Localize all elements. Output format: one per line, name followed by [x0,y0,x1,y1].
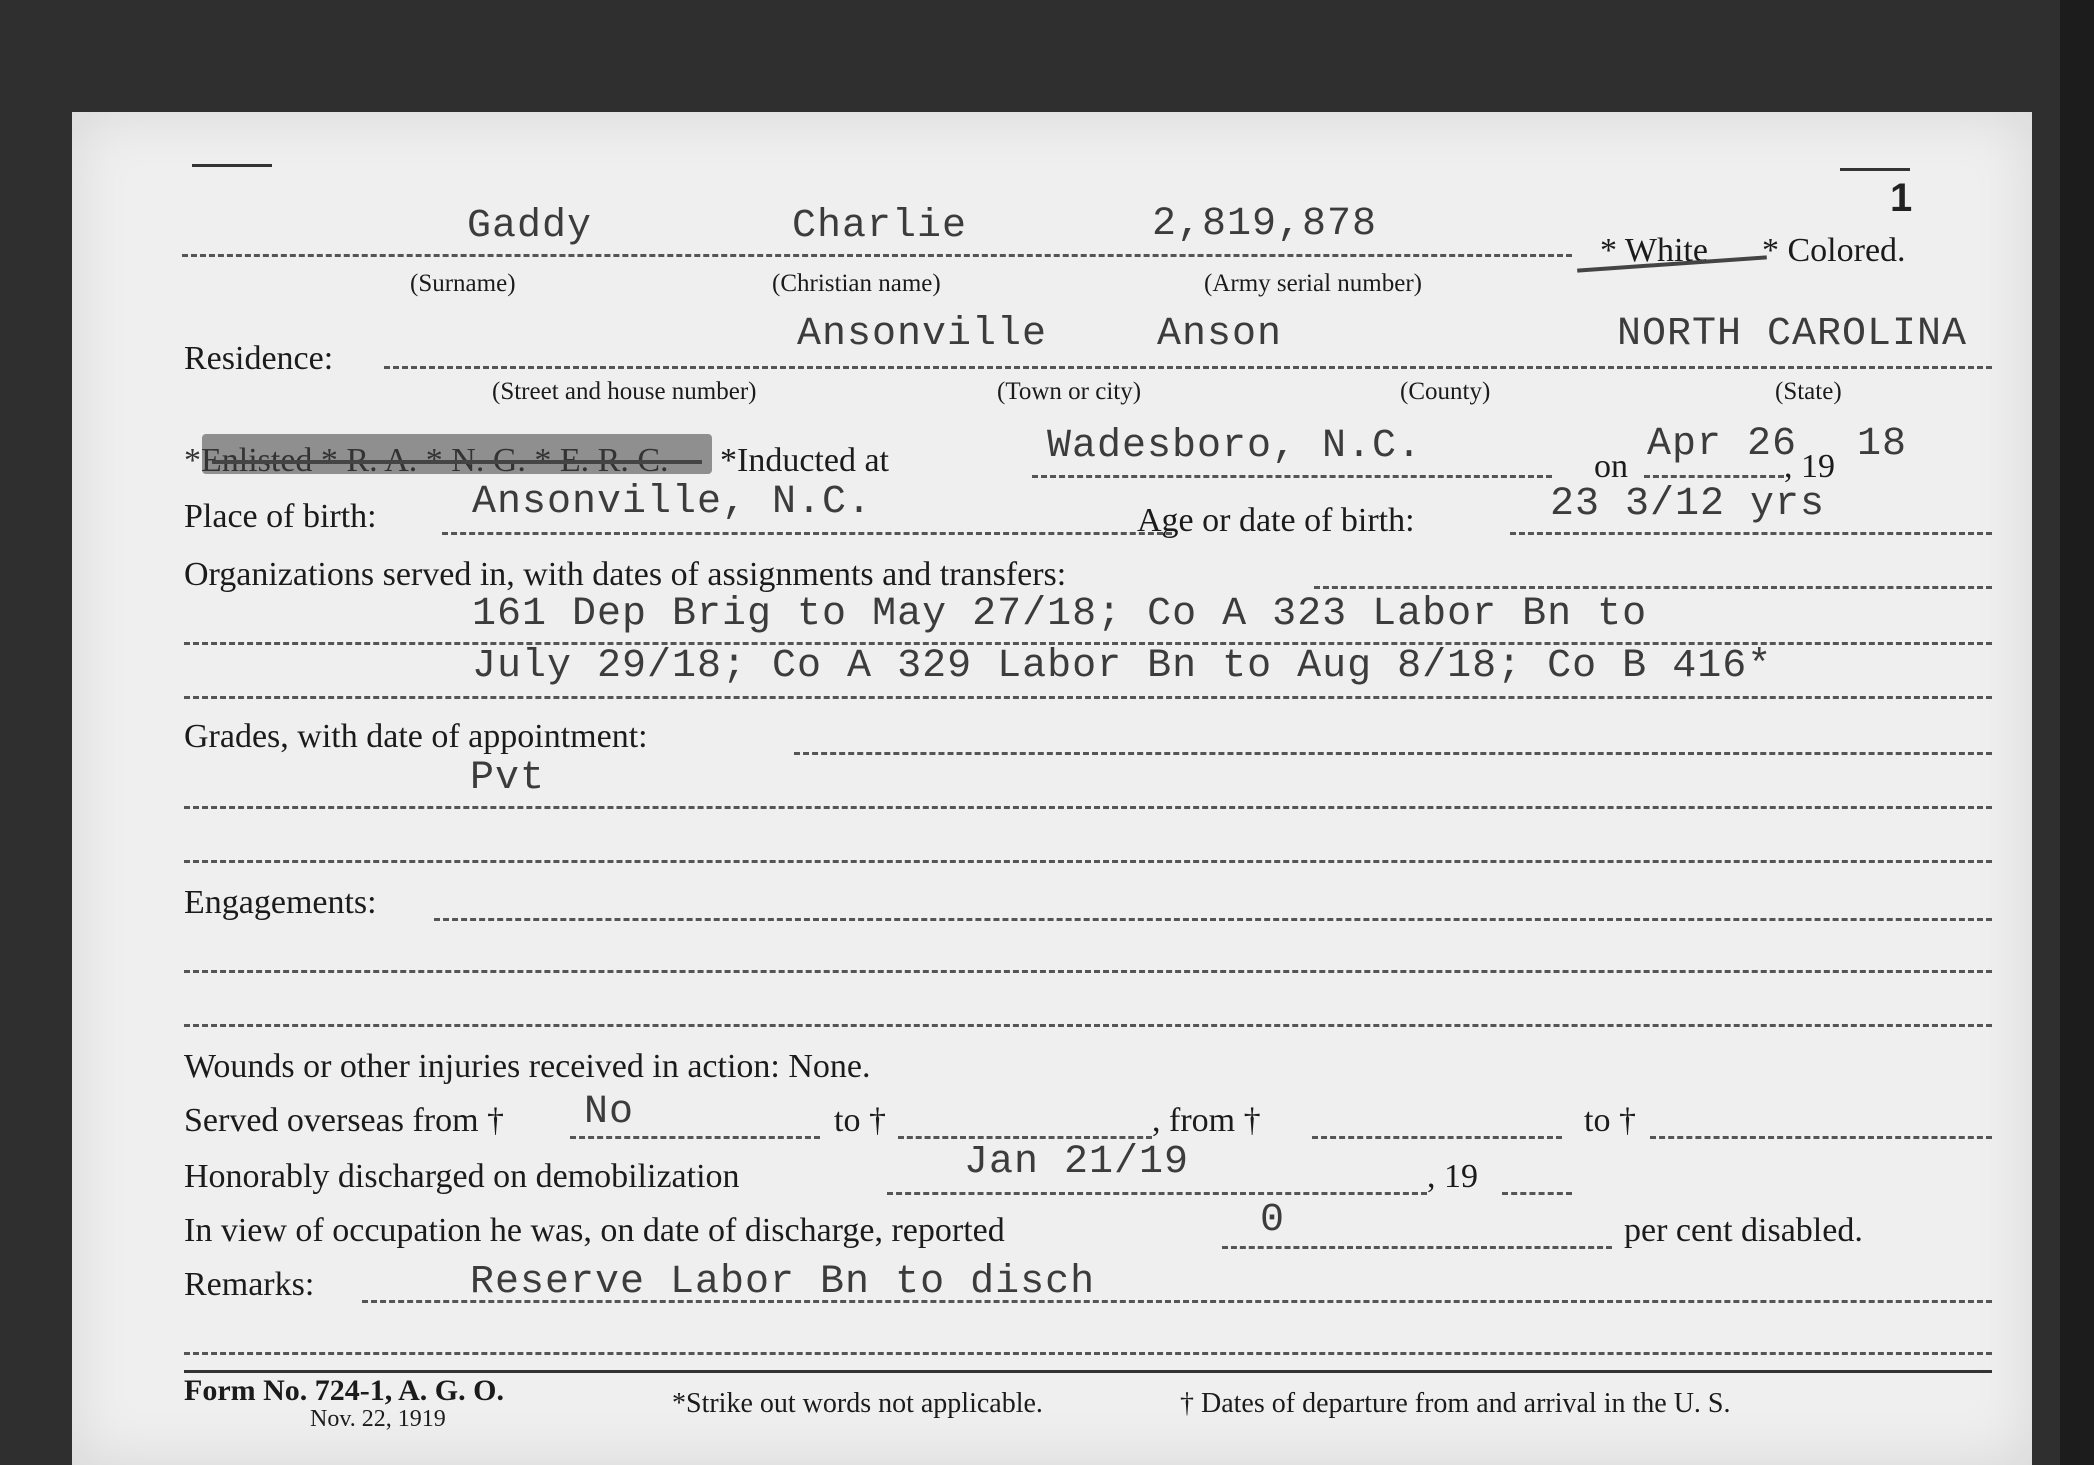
grade-value: Pvt [470,756,546,801]
overseas-line-3 [1312,1136,1562,1139]
age-line [1510,532,1992,535]
overseas-from-label: , from † [1152,1102,1261,1139]
race-colored-option: * Colored. [1762,232,1906,269]
surname-caption: (Surname) [410,270,516,297]
disability-value: 0 [1260,1198,1286,1243]
engagements-label: Engagements: [184,884,377,921]
remarks-value: Reserve Labor Bn to disch [470,1260,1096,1305]
grades-line-2 [184,860,1992,863]
residence-state-value: NORTH CAROLINA [1617,312,1968,357]
disabled-label: per cent disabled. [1624,1212,1863,1249]
christian-name-caption: (Christian name) [772,270,941,297]
organizations-line-2 [184,696,1992,699]
footer-rule [184,1370,1992,1373]
christian-name-value: Charlie [792,204,968,249]
overseas-line-1 [570,1136,820,1139]
service-record-card [72,112,2032,1465]
scan-background-strip [2060,0,2094,1465]
grades-line-1 [184,806,1992,809]
overseas-line-2 [898,1136,1152,1139]
birth-place-label: Place of birth: [184,498,377,535]
overseas-to-label-2: to † [1584,1102,1636,1139]
top-right-rule [1840,168,1910,171]
disability-line [1222,1246,1612,1249]
discharge-date-value: Jan 21/19 [964,1140,1190,1185]
discharge-label: Honorably discharged on demobilization [184,1158,740,1195]
overseas-to-label: to † [834,1102,886,1139]
residence-label: Residence: [184,340,334,377]
discharge-line [887,1192,1427,1195]
organizations-label: Organizations served in, with dates of assignments and transfers: [184,556,1067,593]
surname-value: Gaddy [467,204,593,249]
inducted-line [1032,475,1552,478]
occupation-label: In view of occupation he was, on date of discharge, reported [184,1212,1005,1249]
race-white-option: * White [1600,232,1708,269]
engagements-line-0 [434,918,1992,921]
induction-date-value: Apr 26 [1647,422,1798,467]
enlisted-strike [212,460,702,464]
induction-year-value: 18 [1857,422,1908,467]
town-caption: (Town or city) [997,378,1142,405]
age-value: 23 3/12 yrs [1550,482,1826,527]
on-label: on [1594,448,1628,485]
birth-place-line [442,532,1172,535]
engagements-line-1 [184,970,1992,973]
form-date: Nov. 22, 1919 [310,1406,446,1432]
organizations-line-1-value: 161 Dep Brig to May 27/18; Co A 323 Labor Bn to [472,592,1648,637]
overseas-value: No [584,1090,635,1135]
induction-date-line [1644,475,1784,478]
name-line [182,254,1572,257]
grades-label: Grades, with date of appointment: [184,718,648,755]
street-caption: (Street and house number) [492,378,757,405]
residence-line [384,366,1992,369]
overseas-line-4 [1650,1136,1992,1139]
residence-town-value: Ansonville [797,312,1048,357]
remarks-line-2 [184,1352,1992,1355]
birth-place-value: Ansonville, N.C. [472,480,873,525]
grades-line-0 [794,752,1992,755]
organizations-line-0 [1314,586,1992,589]
engagements-line-2 [184,1024,1992,1027]
card-number: 1 [1890,176,1914,220]
county-caption: (County) [1400,378,1491,405]
discharge-year-prefix: , 19 [1427,1158,1478,1195]
serial-caption: (Army serial number) [1204,270,1422,297]
state-caption: (State) [1775,378,1842,405]
age-label: Age or date of birth: [1137,502,1415,539]
remarks-line-1 [362,1300,1992,1303]
residence-county-value: Anson [1157,312,1283,357]
induction-year-prefix: , 19 [1784,448,1835,485]
dates-note: † Dates of departure from and arrival in the U. S. [1180,1388,1731,1419]
serial-number-value: 2,819,878 [1152,202,1378,247]
inducted-place-value: Wadesboro, N.C. [1047,424,1423,469]
remarks-label: Remarks: [184,1266,315,1303]
top-left-rule [192,164,272,167]
overseas-label: Served overseas from † [184,1102,505,1139]
strike-out-note: *Strike out words not applicable. [672,1388,1043,1419]
inducted-label: *Inducted at [720,442,889,479]
wounds-label: Wounds or other injuries received in action: None. [184,1048,871,1085]
form-number: Form No. 724-1, A. G. O. [184,1374,504,1407]
enlisted-options: *Enlisted * R. A. * N. G. * E. R. C. [184,442,669,479]
discharge-year-line [1502,1192,1572,1195]
organizations-line-2-value: July 29/18; Co A 329 Labor Bn to Aug 8/18; Co B 416* [472,644,1773,689]
